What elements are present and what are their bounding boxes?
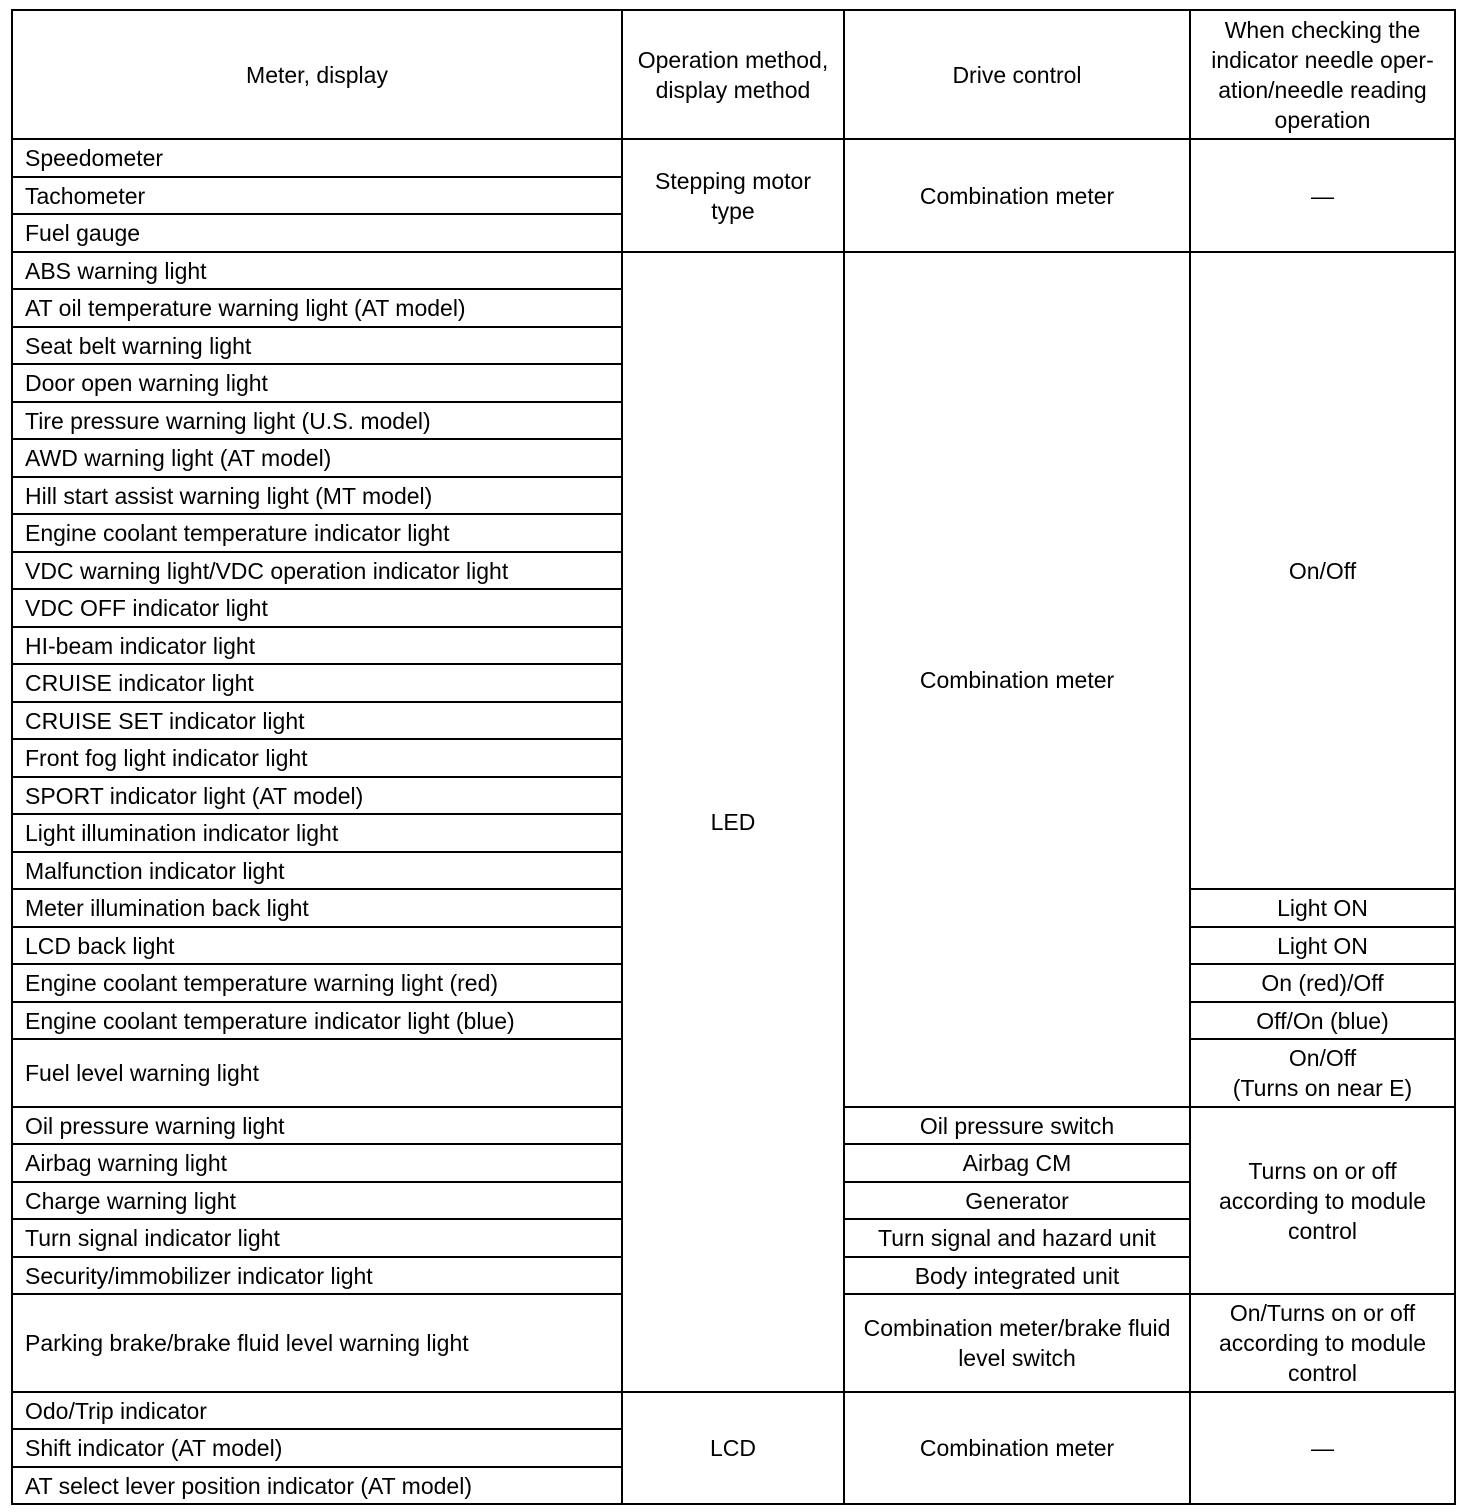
fuel-check-line-1: On/Off bbox=[1288, 1045, 1357, 1071]
method-led: LED bbox=[622, 252, 844, 1392]
check-value-fuel-level bbox=[1190, 1039, 1455, 1107]
meter-name: LCD back light bbox=[12, 927, 622, 964]
meter-name: Airbag warning light bbox=[12, 1144, 622, 1182]
check-value-off-on-blue: Off/On (blue) bbox=[1190, 1002, 1455, 1039]
check-value-on-turns-module: On/Turns on or off according to module control bbox=[1190, 1294, 1455, 1392]
meter-name: Engine coolant temperature indicator light bbox=[12, 514, 622, 552]
header-operation-method: Operation method, display method bbox=[622, 10, 844, 139]
header-check-operation: When checking the indicator needle oper-ation/needle reading operation bbox=[1190, 10, 1455, 139]
method-stepping-motor: Stepping motor type bbox=[622, 139, 844, 252]
meter-name: AWD warning light (AT model) bbox=[12, 439, 622, 477]
meter-name: Odo/Trip indicator bbox=[12, 1392, 622, 1429]
meter-specification-table bbox=[11, 9, 1456, 1505]
meter-name: Parking brake/brake fluid level warning light bbox=[12, 1294, 622, 1392]
check-value-light-on: Light ON bbox=[1190, 889, 1455, 927]
meter-name: Charge warning light bbox=[12, 1182, 622, 1219]
drive-combination-meter: Combination meter bbox=[844, 1392, 1190, 1504]
meter-name: ABS warning light bbox=[12, 252, 622, 289]
drive-body-integrated-unit: Body integrated unit bbox=[844, 1257, 1190, 1294]
table-row bbox=[12, 252, 1455, 289]
header-drive-control: Drive control bbox=[844, 10, 1190, 139]
meter-name: VDC warning light/VDC operation indicator light bbox=[12, 552, 622, 589]
drive-generator: Generator bbox=[844, 1182, 1190, 1219]
check-value-dash: — bbox=[1190, 139, 1455, 252]
meter-name: Oil pressure warning light bbox=[12, 1107, 622, 1144]
meter-name: Turn signal indicator light bbox=[12, 1219, 622, 1257]
meter-name: Engine coolant temperature indicator light (blue) bbox=[12, 1002, 622, 1039]
meter-name: Malfunction indicator light bbox=[12, 852, 622, 889]
drive-combination-meter: Combination meter bbox=[844, 139, 1190, 252]
meter-name: Front fog light indicator light bbox=[12, 739, 622, 777]
method-lcd: LCD bbox=[622, 1392, 844, 1504]
drive-combination-brake-switch: Combination meter/brake fluid level switch bbox=[844, 1294, 1190, 1392]
header-row bbox=[12, 10, 1455, 139]
meter-name: Speedometer bbox=[12, 139, 622, 177]
drive-airbag-cm: Airbag CM bbox=[844, 1144, 1190, 1182]
table-row bbox=[12, 139, 1455, 177]
meter-name: CRUISE SET indicator light bbox=[12, 702, 622, 739]
table-row bbox=[12, 1392, 1455, 1429]
drive-combination-meter: Combination meter bbox=[844, 252, 1190, 1107]
check-value-module-control: Turns on or off according to module control bbox=[1190, 1107, 1455, 1294]
meter-name: Fuel level warning light bbox=[12, 1039, 622, 1107]
meter-name: Tire pressure warning light (U.S. model) bbox=[12, 402, 622, 439]
check-value-light-on: Light ON bbox=[1190, 927, 1455, 964]
meter-name: SPORT indicator light (AT model) bbox=[12, 777, 622, 814]
meter-name: Seat belt warning light bbox=[12, 327, 622, 364]
check-value-on-off: On/Off bbox=[1190, 252, 1455, 889]
meter-name: Shift indicator (AT model) bbox=[12, 1429, 622, 1467]
fuel-check-line-2: (Turns on near E) bbox=[1232, 1075, 1413, 1101]
drive-turn-signal-unit: Turn signal and hazard unit bbox=[844, 1219, 1190, 1257]
meter-name: AT select lever position indicator (AT model) bbox=[12, 1467, 622, 1504]
meter-name: Meter illumination back light bbox=[12, 889, 622, 927]
meter-name: Door open warning light bbox=[12, 364, 622, 402]
meter-name: HI-beam indicator light bbox=[12, 627, 622, 664]
meter-name: Tachometer bbox=[12, 177, 622, 214]
header-meter-display: Meter, display bbox=[12, 10, 622, 139]
drive-oil-pressure-switch: Oil pressure switch bbox=[844, 1107, 1190, 1144]
meter-name: Light illumination indicator light bbox=[12, 814, 622, 852]
check-value-dash: — bbox=[1190, 1392, 1455, 1504]
check-value-on-red-off: On (red)/Off bbox=[1190, 964, 1455, 1002]
meter-name: Fuel gauge bbox=[12, 214, 622, 252]
meter-name: AT oil temperature warning light (AT model) bbox=[12, 289, 622, 327]
meter-name: Hill start assist warning light (MT model) bbox=[12, 477, 622, 514]
meter-name: CRUISE indicator light bbox=[12, 664, 622, 702]
meter-name: Engine coolant temperature warning light (red) bbox=[12, 964, 622, 1002]
meter-name: VDC OFF indicator light bbox=[12, 589, 622, 627]
meter-name: Security/immobilizer indicator light bbox=[12, 1257, 622, 1294]
